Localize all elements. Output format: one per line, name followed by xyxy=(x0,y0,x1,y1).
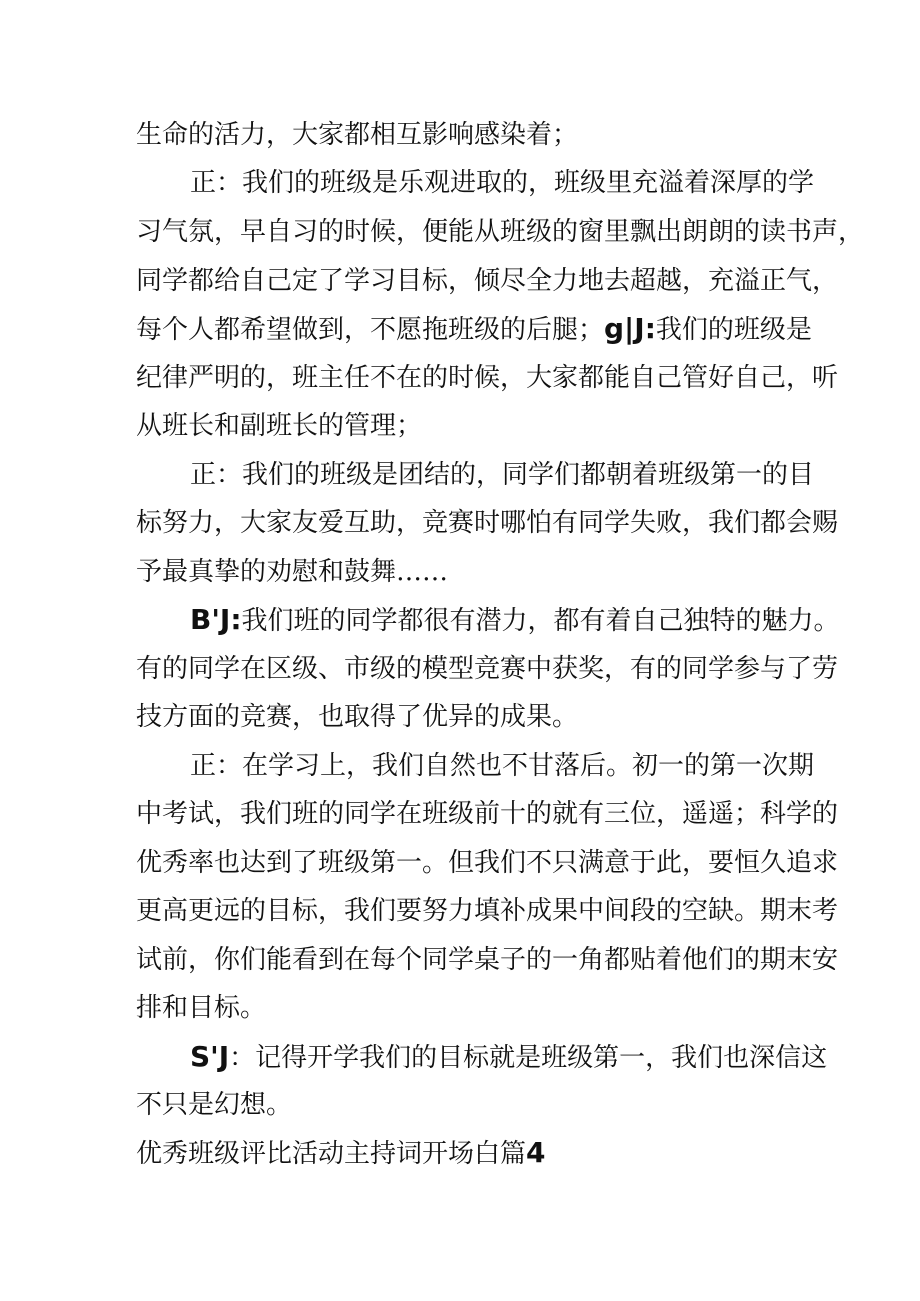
paragraph-line xyxy=(136,361,839,395)
line-text: 同学都给自己定了学习目标，倾尽全力地去超越，充溢正气， xyxy=(136,266,839,296)
line-text: 正：我们的班级是乐观进取的，班级里充溢着深厚的学 xyxy=(190,168,815,198)
heading-text: 优秀班级评比活动主持词开场白篇 xyxy=(136,1139,527,1169)
paragraph-line xyxy=(136,312,812,347)
paragraph-line xyxy=(136,506,839,540)
speaker-label: S'J xyxy=(190,1040,230,1073)
line-text: 更高更远的目标，我们要努力填补成果中间段的空缺。期末考 xyxy=(136,896,839,926)
section-heading xyxy=(136,1136,796,1171)
paragraph-line xyxy=(136,846,839,880)
line-text: 纪律严明的，班主任不在的时候，大家都能自己管好自己，听 xyxy=(136,363,839,393)
paragraph-line xyxy=(136,409,796,443)
line-text: 每个人都希望做到，不愿拖班级的后腿； xyxy=(136,315,605,345)
line-text: 标努力，大家友爱互助，竞赛时哪怕有同学失败，我们都会赐 xyxy=(136,508,839,538)
line-text: 优秀率也达到了班级第一。但我们不只满意于此，要恒久追求 xyxy=(136,848,839,878)
paragraph-line xyxy=(136,991,796,1025)
line-text: 技方面的竞赛，也取得了优异的成果。 xyxy=(136,702,579,732)
line-text: ：记得开学我们的目标就是班级第一，我们也深信这 xyxy=(229,1043,828,1073)
paragraph-line xyxy=(190,458,815,492)
paragraph-line xyxy=(136,555,796,589)
line-text: 我们班的同学都很有潜力，都有着自己独特的魅力。 xyxy=(241,606,840,636)
paragraph-line xyxy=(136,894,839,928)
paragraph-line xyxy=(136,215,865,249)
line-text: 我们的班级是 xyxy=(655,315,812,345)
line-text: 正：我们的班级是团结的，同学们都朝着班级第一的目 xyxy=(190,460,815,490)
line-text: 试前，你们能看到在每个同学桌子的一角都贴着他们的期末安 xyxy=(136,945,839,975)
paragraph-line xyxy=(136,943,839,977)
line-text: 排和目标。 xyxy=(136,993,267,1023)
paragraph-line xyxy=(136,118,796,152)
paragraph-line xyxy=(190,166,815,200)
paragraph-line xyxy=(136,797,839,831)
line-text: 生命的活力，大家都相互影响感染着； xyxy=(136,120,579,150)
line-text: 有的同学在区级、市级的模型竞赛中获奖，有的同学参与了劳 xyxy=(136,654,839,684)
paragraph-line xyxy=(190,1040,828,1075)
line-text: 予最真挚的劝慰和鼓舞…… xyxy=(136,557,449,587)
paragraph-line xyxy=(136,1088,796,1122)
line-text: 从班长和副班长的管理； xyxy=(136,411,423,441)
speaker-label: B'J: xyxy=(190,603,242,636)
speaker-label: g|J: xyxy=(604,312,656,345)
paragraph-line xyxy=(136,264,839,298)
paragraph-line xyxy=(190,603,840,638)
line-text: 正：在学习上，我们自然也不甘落后。初一的第一次期 xyxy=(190,751,815,781)
paragraph-line xyxy=(190,749,815,783)
heading-number: 4 xyxy=(526,1136,546,1169)
line-text: 不只是幻想。 xyxy=(136,1090,293,1120)
line-text: 习气氛，早自习的时候，便能从班级的窗里飘出朗朗的读书声， xyxy=(136,217,865,247)
paragraph-line xyxy=(136,700,796,734)
line-text: 中考试，我们班的同学在班级前十的就有三位，遥遥；科学的 xyxy=(136,799,839,829)
paragraph-line xyxy=(136,652,839,686)
